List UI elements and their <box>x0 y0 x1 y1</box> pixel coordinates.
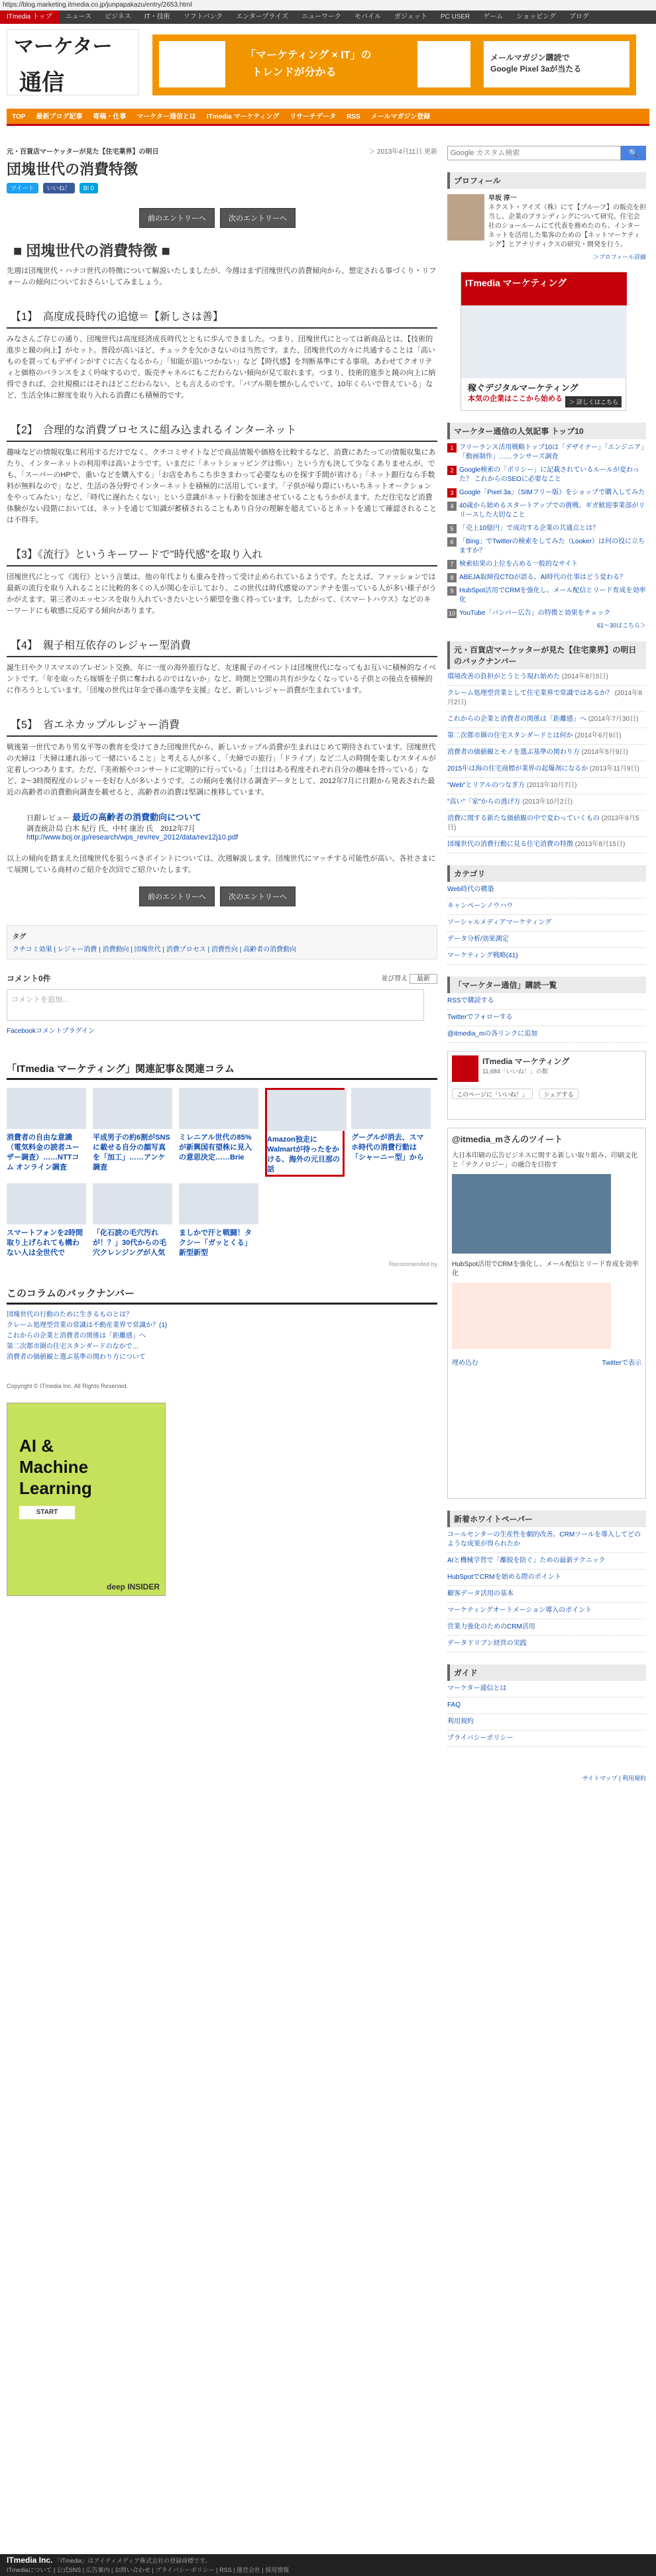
ranking-item[interactable]: 8 ABEJA取締役CTOが語る、AI時代の仕事はどう変わる？ <box>447 573 646 582</box>
backnumber-item[interactable]: 消費者の価値観と選ぶ基準の関わり方について <box>7 1354 146 1361</box>
sort-label: 並び替え <box>381 975 408 983</box>
ranking-item[interactable]: 2 Google検索の「ポリシー」に記載されているルールが変わった？ これからのSEOに必要なこと <box>447 466 646 484</box>
sidebar-backnumber-item[interactable]: "高い"「家"からの逃げ方 (2013年10月2日) <box>447 794 646 811</box>
topnav-item-4[interactable]: ソフトバンク <box>183 13 223 21</box>
category-list <box>447 882 646 965</box>
related-card[interactable] <box>7 1183 86 1258</box>
search-input[interactable] <box>447 146 621 160</box>
search-box <box>447 146 646 160</box>
search-button[interactable]: 🔍 <box>621 146 646 160</box>
sidebar-ad-image <box>461 305 627 378</box>
category-item[interactable]: データ分析/効果測定 <box>447 932 646 948</box>
sidebar-ad-button[interactable]: ＞ 詳しくはこちら <box>565 396 622 407</box>
facebook-page-avatar <box>452 1055 478 1082</box>
ad-text1: 「マーケティング × IT」の <box>245 50 372 61</box>
related-thumbnail <box>7 1088 86 1129</box>
sort-select[interactable]: 最新 <box>410 974 437 984</box>
guide-item[interactable]: マーケター通信とは <box>447 1681 646 1697</box>
sidebar-backnumber-item[interactable]: 消費に関する新たな価値観の中で変わっていくもの (2013年9月5日) <box>447 811 646 837</box>
entry-pager-bottom <box>139 886 437 906</box>
prev-entry-button-bottom[interactable]: 前のエントリーへ <box>139 886 215 906</box>
comment-input[interactable]: コメントを追加... <box>7 989 424 1021</box>
profile-name: 早坂 淳一 <box>488 195 517 202</box>
main-column <box>7 146 437 1596</box>
article-outro: 以上の傾向を踏まえた団塊世代を狙うべきポイントについては、次週解説します。団塊世代にマッチする可能性が高い、各社さまにて展開している商材のご紹介を次回でご紹介いたします。 <box>7 855 436 874</box>
comments-count: コメント0件 <box>7 974 51 983</box>
sitenav-item-6[interactable]: RSS <box>347 113 360 121</box>
topnav-item-5[interactable]: エンタープライズ <box>236 13 289 21</box>
sidebar-backnumber-list <box>447 669 646 853</box>
sidebar-backnumber-item[interactable]: "Web"とリアルのつなぎ方 (2013年10月7日) <box>447 778 646 794</box>
whitepaper-item[interactable]: HubSpotでCRMを始める際のポイント <box>447 1570 646 1586</box>
whitepaper-item[interactable]: 営業力強化のためのCRM活用 <box>447 1619 646 1636</box>
category-item[interactable]: ソーシャルメディアマーケティング <box>447 915 646 932</box>
tag-box <box>7 925 437 959</box>
hatena-bookmark-button[interactable]: B! 0 <box>80 183 98 193</box>
related-thumbnail <box>93 1183 172 1224</box>
category-item[interactable]: マーケティング戦略(41) <box>447 948 646 965</box>
backnumber-list <box>7 1310 437 1363</box>
next-entry-button[interactable]: 次のエントリーへ <box>220 208 296 228</box>
rss-list <box>447 993 646 1043</box>
section-body-2: 趣味などの情報収集に利用するだけでなく、クチコミサイトなどで商品情報や価格を比較するなど、消費にあたっての情報収集にあたり、インターネットの利用率は高いようです。いまだに「ネットショッピングは怖い」という方も決して少なくありませんが、でも、「スーパーのHPで、重いなどを購入する」「お店をあちこち歩きまわって必要なものを探す手間が省ける」「ネット銀行なら手数料が無料なので」など、生活の各分野でインターネットを積極的に活用しています。「子供が帰り際にいちいちネットオークションをやってみたい」など、「時代に遅れたくない」という意識がネット行動を加速させていることもうかがえます。ただ住宅など消費体験がない段階においては、ネットを通じて知識が蓄積されることもあり自分の理解を超えているとネットを通じて確認されることは不得手。 <box>7 449 437 524</box>
facebook-comments-plugin-link[interactable]: Facebookコメントプラグイン <box>7 1028 95 1035</box>
footer-brand[interactable]: ITmedia Inc. <box>7 2555 53 2565</box>
sidebar-backnumber-heading: 元・百貨店マーケッターが見た【住宅業界】の明日のバックナンバー <box>447 641 646 669</box>
tweet-button[interactable]: ツイート <box>7 183 38 193</box>
sidebar-ad-title: ITmedia マーケティング <box>461 272 627 305</box>
backnumber-item[interactable]: クレーム処理型営業の常識は不動産業界で常識か？(1) <box>7 1322 168 1329</box>
next-entry-button-bottom[interactable]: 次のエントリーへ <box>220 886 296 906</box>
tweet-embed-link[interactable]: 埋め込む <box>452 1360 478 1367</box>
facebook-likes-count: 11,684「いいね！」の数 <box>482 1068 548 1075</box>
footer-desc: 「ITmedia」はアイティメディア株式会社の登録商標です。 <box>54 2557 211 2564</box>
whitepaper-item[interactable]: データドリブン経営の実践 <box>447 1636 646 1652</box>
sidebar-ad-sub: 本気の企業はここから始める <box>468 395 563 403</box>
related-thumbnail <box>351 1088 431 1129</box>
topnav-item-9[interactable]: PC USER <box>440 13 470 21</box>
article-subtitle: ■ 団塊世代の消費特徴 ■ <box>13 242 170 259</box>
sitenav-item-7[interactable]: メールマガジン登録 <box>370 113 431 121</box>
backnumber-item[interactable]: これからの企業と消費者の関係は「距離感」へ <box>7 1332 146 1340</box>
guide-list <box>447 1681 646 1747</box>
backnumber-heading: このコラムのバックナンバー <box>7 1286 437 1305</box>
tweet-photo <box>452 1174 611 1254</box>
ranking-item[interactable]: 3 Google「Pixel 3a」（SIMフリー版）をショップで購入してみた <box>447 488 646 498</box>
sidebar-backnumber-item[interactable]: 団塊世代の消費行動に見る住宅消費の特徴 (2013年8月15日) <box>447 837 646 853</box>
ranking-heading: マーケター通信の人気記事 トップ10 <box>447 423 646 439</box>
ranking-item[interactable]: 7 検索結果の上位を占める一般的なサイト <box>447 560 646 569</box>
sidebar-backnumber-item[interactable]: 第二次都市圏の住宅スタンダードとは何か (2014年6月9日) <box>447 728 646 745</box>
profile-card <box>447 194 646 250</box>
profile-more-link[interactable]: ＞プロフィール詳細 <box>592 254 646 260</box>
tags-label: タグ <box>13 934 26 941</box>
related-heading: 「ITmedia マーケティング」関連記事＆関連コラム <box>7 1061 437 1080</box>
recommended-by[interactable]: Recommended by <box>388 1261 437 1267</box>
reference-meta: 調査統計局 白木 紀行 氏、中村 康治 氏 2012年7月 <box>27 825 195 833</box>
like-button[interactable]: いいね！ <box>43 183 75 193</box>
ranking-item[interactable]: 5 「売上10億円」で成功する企業の共通点とは？ <box>447 524 646 533</box>
sitenav-item-5[interactable]: リサーチデータ <box>290 113 337 121</box>
topnav-item-3[interactable]: IT・技術 <box>144 13 170 21</box>
twitter-heading: @itmedia_mさんのツイート <box>452 1134 563 1144</box>
twitter-timeline <box>447 1128 646 1499</box>
sidebar-ad-copy: 稼ぐデジタルマーケティング <box>468 383 578 393</box>
whitepaper-item[interactable]: AIと機械学習で「離脱を防ぐ」ための最新テクニック <box>447 1553 646 1570</box>
reference-url-link[interactable]: http://www.boj.or.jp/research/wps_rev/rev_2012/data/rev12j10.pdf <box>27 833 239 841</box>
profile-heading: プロフィール <box>447 172 646 189</box>
page-title: 団塊世代の消費特徴 <box>7 161 138 178</box>
sidebar-ad[interactable] <box>461 272 626 411</box>
sitenav-item-4[interactable]: ITmedia マーケティング <box>206 113 280 121</box>
twitter-view-link[interactable]: Twitterで表示 <box>602 1360 641 1367</box>
guide-item[interactable]: FAQ <box>447 1697 646 1714</box>
related-thumbnail <box>267 1090 347 1131</box>
related-title: Amazon独走にWalmartが待ったをかける、海外の元旦那の話 <box>267 1136 340 1173</box>
prev-entry-button[interactable]: 前のエントリーへ <box>139 208 215 228</box>
logo-line2: 通信 <box>19 70 64 96</box>
sidebar-backnumber-item[interactable]: 2015年は海の住宅商標が業界の起爆剤になるか (2013年11月9日) <box>447 761 646 778</box>
facebook-page-like-button[interactable]: このページに「いいね！」 <box>452 1089 533 1099</box>
facebook-page-widget <box>447 1051 646 1120</box>
related-title: スマートフォンを2時間取り上げられても構わない人は全世代で <box>7 1229 83 1257</box>
section-heading-2: 【2】 合理的な消費プロセスに組み込まれるインターネット <box>7 417 437 442</box>
avatar <box>447 194 484 241</box>
sidebar-backnumber-item[interactable]: クレーム処理型営業として住宅業界で常識ではあるか？ (2014年8月2日) <box>447 686 646 712</box>
sitenav-item-2[interactable]: 寄稿・仕事 <box>93 113 127 121</box>
rss-item[interactable]: Twitterでフォローする <box>447 1010 646 1026</box>
sitenav-item-0[interactable]: TOP <box>12 113 26 121</box>
category-heading: カテゴリ <box>447 865 646 882</box>
related-card-highlighted[interactable] <box>265 1088 345 1177</box>
ad-brand-logo <box>159 41 225 87</box>
sitenav-item-3[interactable]: マーケター通信とは <box>137 113 196 121</box>
profile-text: ネクスト・アイズ（株）にて【プルーフ】の販売を担当し、企業のブランディングについて研究。住宅会社のショールームにて代表を務めたのち、インターネットを活用した集客のための【ネットマーケティング】とアナリティクスの研究・開発を行う。 <box>488 204 646 248</box>
mail-icon <box>417 41 470 87</box>
related-thumbnail <box>93 1088 172 1129</box>
guide-heading: ガイド <box>447 1664 646 1681</box>
ranking-item[interactable]: 6 「Bing」でTwitterの検索をしてみた（Looker）は何の役に立ちますか？ <box>447 537 646 556</box>
related-thumbnail <box>179 1088 258 1129</box>
footer <box>0 2554 656 2576</box>
update-date: ＞ 2013年4月11日 更新 <box>368 148 437 156</box>
reference-title-link[interactable]: 最近の高齢者の消費動向について <box>72 812 201 822</box>
address-bar[interactable]: https://blog.marketing.itmedia.co.jp/junpapakazu/entry/2653.html <box>0 0 656 11</box>
section-heading-3: 【3】《流行》というキーワードで"時代感"を取り入れ <box>7 542 437 566</box>
breadcrumb[interactable]: 元・百貨店マーケッターが見た【住宅業界】の明日 <box>7 148 159 156</box>
entry-pager-top <box>139 208 437 228</box>
sidebar <box>447 146 646 1782</box>
site-nav <box>7 109 649 126</box>
sitemap-links[interactable]: サイトマップ | 利用規約 <box>582 1775 646 1782</box>
sitenav-item-1[interactable]: 最新ブログ記事 <box>36 113 83 121</box>
section-heading-4: 【4】 親子相互依存のレジャー型消費 <box>7 633 437 657</box>
backnumber-item[interactable]: 第二次都市圏の住宅スタンダードのなかで… <box>7 1343 139 1350</box>
ranking-item[interactable]: 4 40歳から始めるスタートアップでの挑戦、ギガ歓迎事業部がリリースした大切なこと <box>447 502 646 520</box>
related-title: ミレニアル世代の85%が新興国有望株に見入の意思決定……Brie <box>179 1134 252 1161</box>
section-body-3: 団塊世代にとって《流行》という言葉は、他の年代よりも重みを持って受け止められているようです。たとえば、ファッションでは最新の流行を取り入れることに比較的多くの人が関心を示しており、この世代は時代感覚のアンテナを張っている人が多い様子がうかがえます。第三者のエッセンスを取り入れていきたいという願望を強く持っています。したがって、《スマートハウス》などのキーワードにも敏感に反応する傾向があります。 <box>7 573 437 615</box>
facebook-share-button[interactable]: シェアする <box>539 1089 578 1099</box>
footer-links[interactable]: ITmediaについて | 公式SNS | 広告案内 | お問い合わせ | プライバシーポリシー | RSS | 運営会社 | 採用情報 <box>7 2567 290 2573</box>
itmedia-top-nav <box>0 11 656 24</box>
ad-cta: メールマガジン購読で Google Pixel 3aが当たる <box>484 41 629 87</box>
tag-list[interactable]: クチコミ効果 | レジャー消費 | 消費動向 | 団塊世代 | 消費プロセス | 消費性向 | 高齢者の消費動向 <box>13 946 297 953</box>
sidebar-backnumber-item[interactable]: 消費者の価値観とモノを選ぶ基準の関わり方 (2014年5月9日) <box>447 745 646 761</box>
ranking-item[interactable]: 9 HubSpot活用でCRMを強化し、メール配信とリード育成を効率化 <box>447 586 646 605</box>
related-title: 「化石読の毛穴汚れが！？」30代からの毛穴クレンジングが人気 <box>93 1229 167 1257</box>
topnav-item-6[interactable]: ニューワーク <box>301 13 342 21</box>
related-card[interactable] <box>179 1183 258 1258</box>
related-thumbnail <box>7 1183 86 1224</box>
ai-ml-banner[interactable] <box>7 1403 166 1596</box>
ai-banner-text: AI & Machine Learning <box>19 1436 92 1498</box>
reference-label: 日銀レビュー <box>27 814 70 822</box>
ranking-item[interactable]: 10 YouTube「バンパー広告」の特徴と効果をチェック <box>448 610 611 617</box>
ranking-more-link[interactable]: 61〜30はこちら＞ <box>596 622 646 629</box>
section-heading-1: 【1】 高度成長時代の追憶＝【新しさは善】 <box>7 304 437 329</box>
related-thumbnail <box>179 1183 258 1224</box>
related-card[interactable] <box>93 1088 172 1177</box>
whitepaper-list <box>447 1527 646 1652</box>
guide-item[interactable]: 利用規約 <box>447 1714 646 1731</box>
related-grid <box>7 1088 437 1258</box>
copyright: Copyright © ITmedia Inc. All Rights Reserved. <box>7 1383 129 1389</box>
tweet-photo <box>452 1283 611 1349</box>
topnav-item-7[interactable]: モバイル <box>355 13 382 21</box>
ai-banner-start-button[interactable]: START <box>19 1506 75 1519</box>
topnav-item-10[interactable]: ゲーム <box>483 13 504 21</box>
article-intro: 先週は団塊世代・ハナコ世代の特徴について解説いたしましたが、今週はまず団塊世代の消費傾向から、想定される事づくり・リフォームの傾向についておさらいしてみましょう。 <box>7 267 437 286</box>
related-card[interactable] <box>179 1088 258 1177</box>
related-card[interactable] <box>351 1088 431 1177</box>
related-title: 消費者の自由な意識（電気料金の読者ユーザー調査）……NTTコム オンライン調査 <box>7 1134 80 1171</box>
whitepaper-item[interactable]: コールセンターの生産性を劇的改善。CRMツールを導入してどのような成果が得られたか <box>447 1527 646 1553</box>
section-body-4: 誕生日やクリスマスのプレゼント交換、年に一度の海外旅行など、友達親子のイベントは団塊世代になってもお互いに積極的なイベントです。「年を取ったら嫁婿を子供に奪われるのではないか」など、時間と空間の共有が少なくなっている子供との接点を積極的に作ろうとしています。「団塊の世代は年金で孫の進学を支援」など、新しいレジャー消費が生まれています。 <box>7 664 437 694</box>
rss-item[interactable]: RSSで購読する <box>447 993 646 1010</box>
sidebar-backnumber-item[interactable]: これからの企業と消費者の関係は「距離感」へ (2014年7月30日) <box>447 712 646 728</box>
topnav-item-0[interactable]: ITmedia トップ <box>0 11 59 24</box>
reference-block <box>27 810 437 841</box>
logo-line1: マーケター <box>14 35 113 58</box>
sidebar-backnumber-item[interactable]: 環境改善の負担がとうとう現れ始めた (2014年8月5日) <box>447 669 646 686</box>
section-heading-5: 【5】 省エネカップルレジャー消費 <box>7 712 437 737</box>
facebook-page-name[interactable]: ITmedia マーケティング <box>482 1057 570 1066</box>
section-body-5: 戦後第一世代であり男女平等の教育を受けてきた団塊世代から、新しいカップル消費が生まれはじめて期待されています。団塊世代の夫婦は「夫婦は連れ添って一緒にいること」と考える人が多く、「夫婦での旅行」「ドライブ」など二人の時間を楽しむスタイルが定着しつつあります。ただ、『美術館やコンサートに定期的に行っている』「土日はある程度それぞれ自分の趣味を持っている」など、2〜3時間程度のレジャーを好む人が多いようです。この傾向を裏付ける調査データとして、2012年7月に日銀から発表された最近の高齢者の消費動向調査を載せると、高齢者の消費は堅調に推移しています。 <box>7 743 436 796</box>
related-title: 平成男子の約6割がSNSに載せる自分の顔写真を「加工」……アンケ調査 <box>93 1134 170 1171</box>
category-item[interactable]: Web時代の構築 <box>447 882 646 898</box>
rss-item[interactable]: @itmedia_mの各リンクに追加 <box>447 1026 646 1043</box>
topnav-item-1[interactable]: ニュース <box>65 13 92 21</box>
guide-item[interactable]: プライバシーポリシー <box>447 1731 646 1747</box>
header-banner-ad[interactable] <box>152 34 636 95</box>
related-title: ましかで汗と戦闘！タクシー「ガッとくる」新型新型 <box>179 1229 252 1257</box>
tweet-item[interactable]: 大日本印刷の広告ビジネスに関する新しい取り組み、印刷文化と「テクノロジー」の融合を目指す <box>452 1152 641 1254</box>
related-title: グーグルが消去、スマホ時代の消費行動は「シャーニー型」から <box>351 1134 424 1161</box>
whitepaper-item[interactable]: 顧客データ活用の基本 <box>447 1586 646 1603</box>
topnav-item-8[interactable]: ガジェット <box>394 13 427 21</box>
share-bar <box>7 183 437 197</box>
site-logo[interactable] <box>7 29 139 95</box>
rss-heading: 「マーケター通信」購読一覧 <box>447 977 646 993</box>
related-card[interactable] <box>93 1183 172 1258</box>
new-whitepaper-heading: 新着ホワイトペーパー <box>447 1511 646 1527</box>
whitepaper-item[interactable]: マーケティングオートメーション導入のポイント <box>447 1603 646 1619</box>
ad-text2: トレンドが分かる <box>252 67 337 78</box>
deep-insider-logo: deep INSIDER <box>106 1582 160 1591</box>
ranking-item[interactable]: 1 フリーランス活用戦略トップ10は「デザイナー」「エンジニア」「動画制作」……ランサーズ調査 <box>447 443 646 462</box>
topnav-item-11[interactable]: ショッピング <box>516 13 556 21</box>
category-item[interactable]: キャンペーンノウハウ <box>447 898 646 915</box>
backnumber-item[interactable]: 団塊世代の行動のために生きるものとは？ <box>7 1311 133 1318</box>
section-body-1: みなさんご存じの通り、団塊世代は高度経済成長時代とともに歩んできました。つまり、団塊世代にとっては新商品とは、【技術的進歩と鏡の向上】がセット。普段が高いほど、チェックを欠かさないのは当然です。また、団塊世代の方々に共通することは「高いものを買ってもデザインがすぐに古くなるから」「知能が追いつかない」など【時代感】を判断基準にする事項。あわせてクオリティと価格のバランスをよく吟味するので、販売チャネルにもこだわらない傾向が見て取れます。つまり、技術的進歩と鏡の向上に納得できれば、会社規模にはそれほどこだわらない、とも言えるのです。「バブル期を懐かしんでいて、10年くらいで替えている」など、生活全体に鮮度を取り入れる消費にも積極的です。 <box>7 335 436 400</box>
topnav-item-12[interactable]: ブログ <box>569 13 589 21</box>
related-card[interactable] <box>7 1088 86 1177</box>
tweet-item[interactable]: HubSpot活用でCRMを強化し、メール配信とリード育成を効率化 <box>452 1260 641 1349</box>
ranking-list <box>447 443 646 618</box>
topnav-item-2[interactable]: ビジネス <box>105 13 131 21</box>
